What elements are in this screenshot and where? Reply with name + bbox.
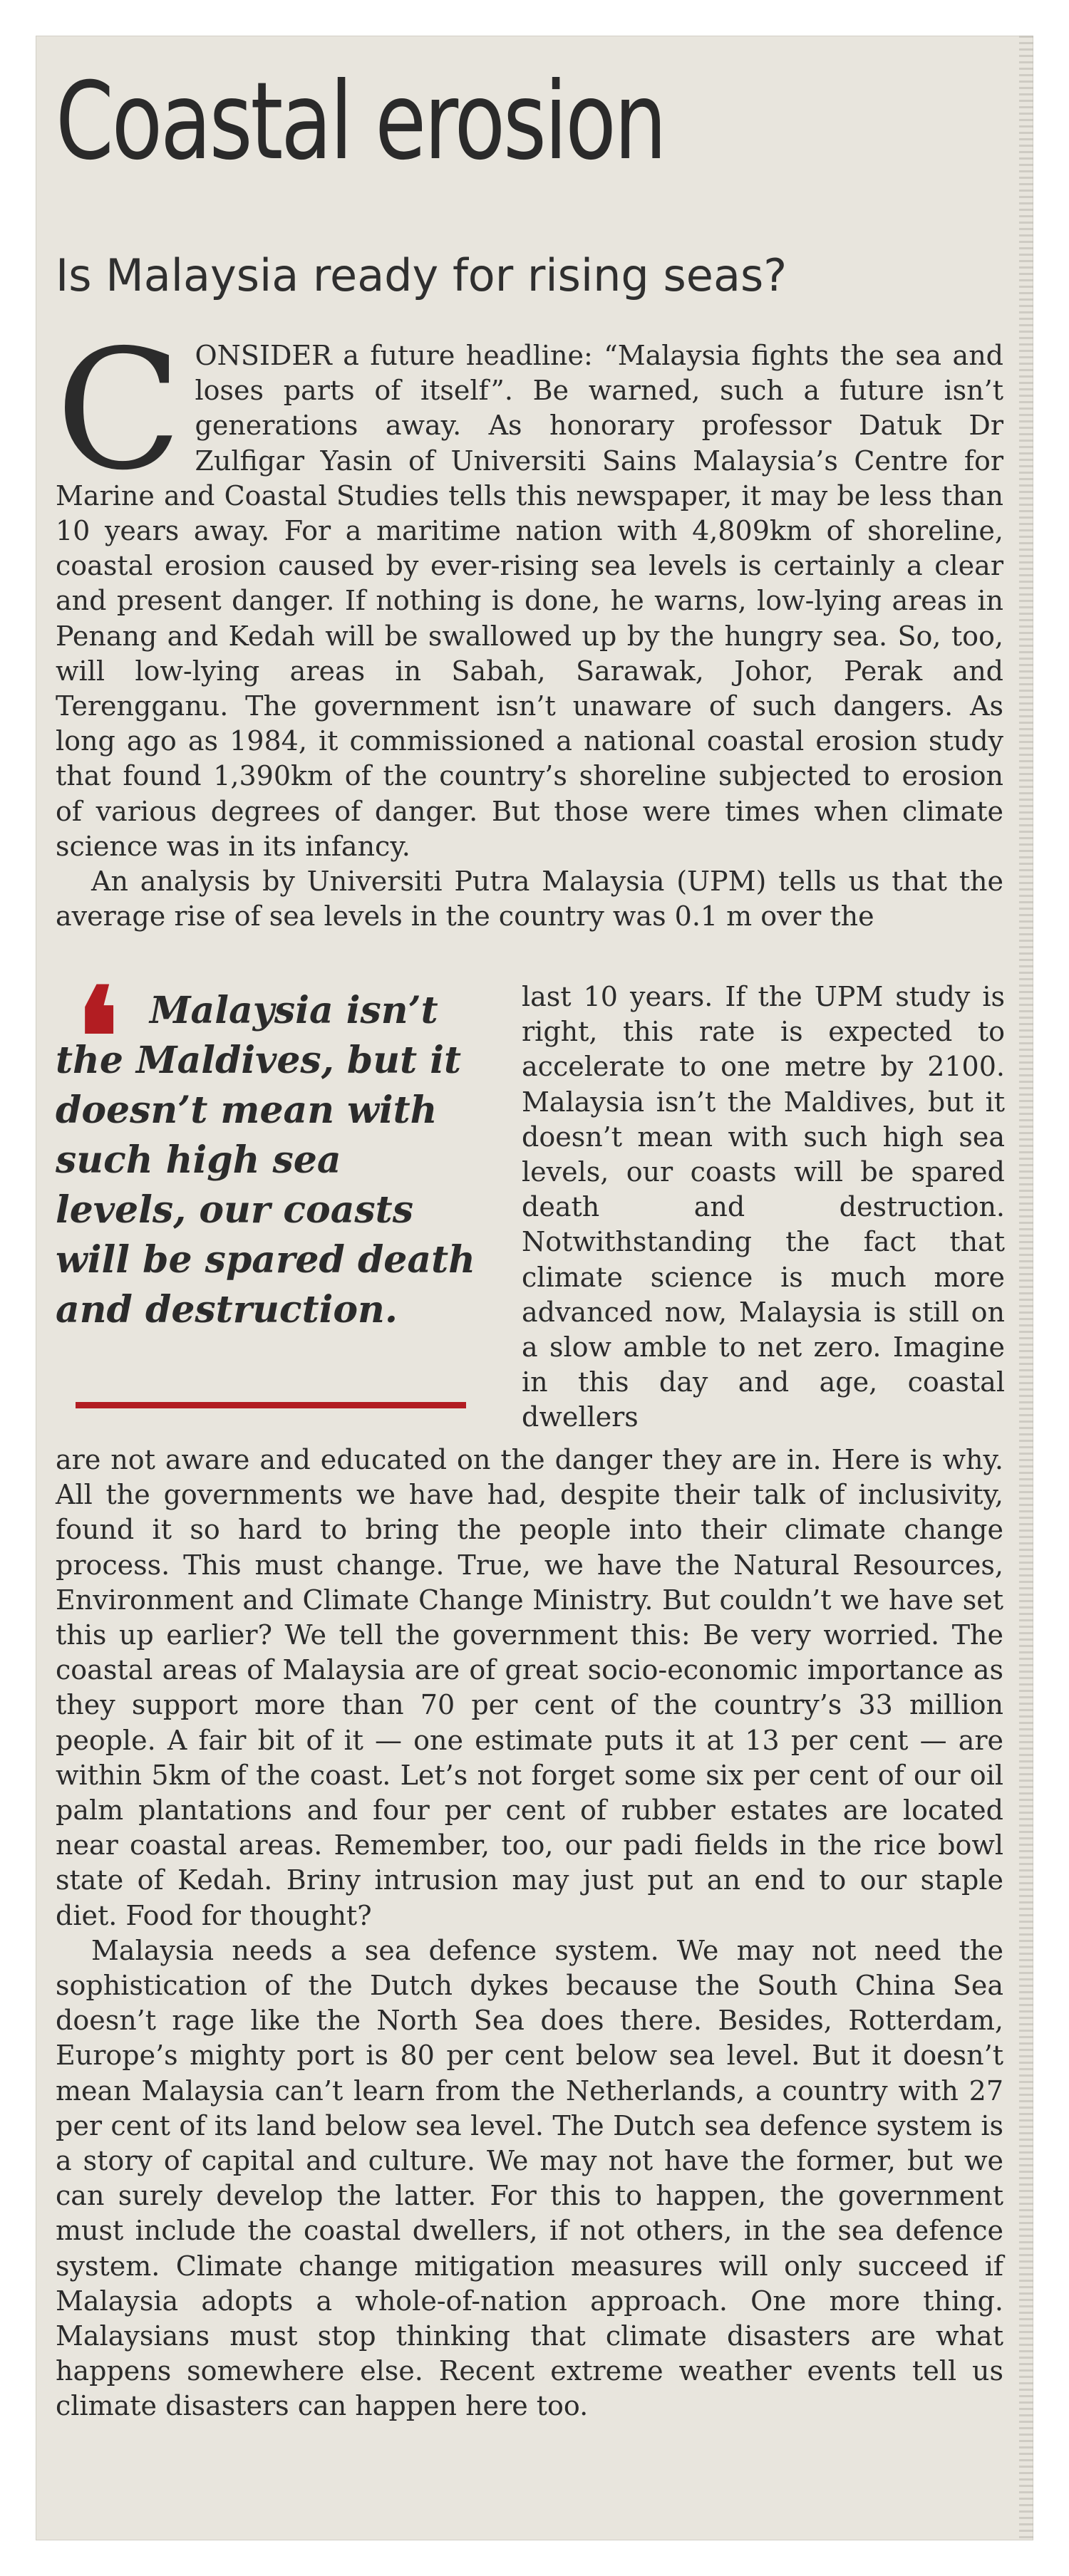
newspaper-clipping <box>36 36 1033 2540</box>
article-continuation <box>56 1443 1003 2424</box>
paragraph-3: Malaysia needs a sea defence system. We may not need the sophistication of the Dutch dykes because the South China Sea doesn’t rage like the North Sea does there. Besides, Rotterdam, Europe’s mighty port is 80 per cent below sea level. But it doesn’t mean Malaysia can’t learn from the Netherlands, a country with 27 per cent of its land below sea level. The Dutch sea defence system is a story of capital and culture. We may not have the former, but we can surely develop the latter. For this to happen, the government must include the coastal dwellers, if not others, in the sea defence system. Climate change mitigation measures will only succeed if Malaysia adopts a whole-of-nation approach. One more thing. Malaysians must stop thinking that climate disasters are what happens somewhere else. Recent extreme weather events tell us climate disasters can happen here too. <box>56 1934 1003 2422</box>
narrow-column <box>522 980 1005 1435</box>
drop-cap: C <box>56 314 182 507</box>
subheadline: Is Malaysia ready for rising seas? <box>56 249 787 301</box>
article-opening <box>56 314 1003 934</box>
pull-quote: Malaysia isn’t the Maldives, but it doesn’t mean with such high sea levels, our coasts will be spared death and destruction. <box>56 989 475 1331</box>
paragraph-2-rest: are not aware and educated on the danger they are in. Here is why. All the governments we have had, despite their talk of inclusivity, found it so hard to bring the people into their climate change process. This must change. True, we have the Natural Resources, Environment and Climate Change Ministry. But couldn’t we have set this up earlier? We tell the government this: Be very worried. The coastal areas of Malaysia are of great socio-economic importance as they support more than 70 per cent of the country’s 33 million people. A fair bit of it — one estimate puts it at 13 per cent — are within 5km of the coast. Let’s not forget some six per cent of our oil palm plantations and four per cent of rubber estates are located near coastal areas. Remember, too, our padi fields in the rice bowl state of Kedah. Briny intrusion may just put an end to our staple diet. Food for thought? <box>56 1444 1003 1931</box>
paragraph-2-narrow: last 10 years. If the UPM study is right, this rate is expected to accelerate to one metre by 2100. Malaysia isn’t the Maldives, but it doesn’t mean with such high sea levels, our coasts will be spared death and destruction. Notwithstanding the fact that climate science is much more advanced now, Malaysia is still on a slow amble to net zero. Imagine in this day and age, coastal dwellers <box>522 981 1005 1433</box>
headline: Coastal erosion <box>56 60 665 184</box>
pull-quote-rule <box>76 1402 466 1408</box>
paragraph-1-text: ONSIDER a future headline: “Malaysia fights the sea and loses parts of itself”. Be warned, such a future isn’t generations away. As honorary professor Datuk Dr Zulfigar Yasin of Universiti Sains Malaysia’s Centre for Marine and Coastal Studies tells this newspaper, it may be less than 10 years away. For a maritime nation with 4,809km of shoreline, coastal erosion caused by ever-rising sea levels is certainly a clear and present danger. If nothing is done, he warns, low-lying areas in Penang and Kedah will be swallowed up by the hungry sea. So, too, will low-lying areas in Sabah, Sarawak, Johor, Perak and Terengganu. The government isn’t unaware of such dangers. As long ago as 1984, it commissioned a national coastal erosion study that found 1,390km of the country’s shoreline subjected to erosion of various degrees of danger. But those were times when climate science was in its infancy. <box>56 340 1003 862</box>
paragraph-1 <box>56 314 1003 864</box>
quote-mark-icon: ❛ <box>76 958 120 1117</box>
paragraph-2-lead: An analysis by Universiti Putra Malaysia (UPM) tells us that the average rise of sea levels in the country was 0.1 m over the <box>56 866 1003 933</box>
pull-quote-box <box>56 958 483 1426</box>
